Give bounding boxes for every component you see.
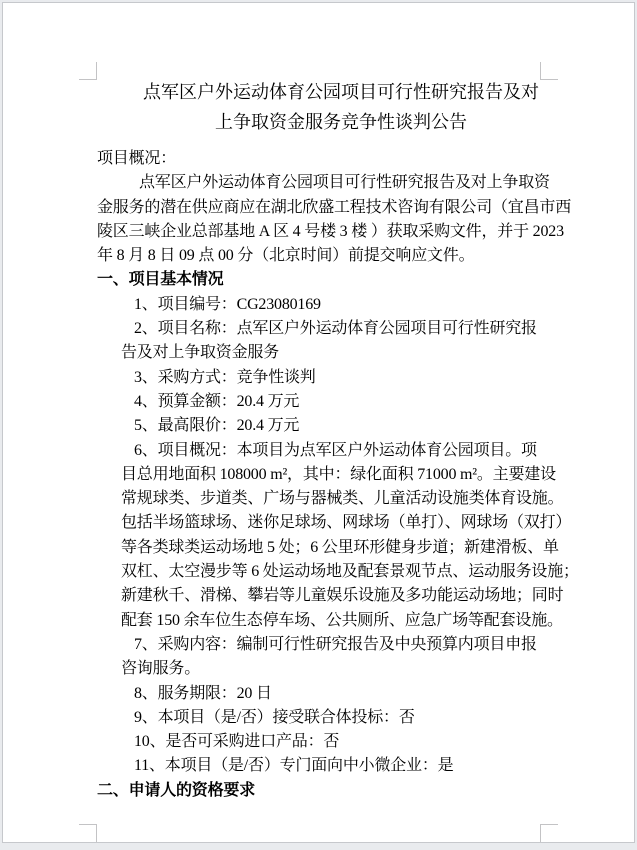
body-line: 1、项目编号：CG23080169 [134,295,321,313]
crop-mark-bottom-right [540,824,558,842]
body-line: 4、预算金额：20.4 万元 [134,392,300,410]
body-line: 6、项目概况：本项目为点军区户外运动体育公园项目。项 [134,441,537,459]
title-line: 点军区户外运动体育公园项目可行性研究报告及对 [143,82,539,102]
section-heading: 二、申请人的资格要求 [97,781,256,799]
body-line: 3、采购方式：竞争性谈判 [134,368,316,386]
body-line: 9、本项目（是/否）接受联合体投标：否 [134,708,415,726]
body-line: 项目概况： [97,150,177,167]
section-heading: 一、项目基本情况 [97,271,224,289]
body-line: 包括半场篮球场、迷你足球场、网球场（单打）、网球场（双打） [121,514,572,532]
body-line: 11、本项目（是/否）专门面向中小微企业：是 [134,757,454,775]
body-line: 告及对上争取资金服务 [121,344,280,362]
title-line: 上争取资金服务竞争性谈判公告 [215,112,467,132]
crop-mark-bottom-left [79,824,97,842]
body-line: 年 8 月 8 日 09 点 00 分（北京时间）前提交响应文件。 [97,247,475,265]
body-line: 新建秋千、滑梯、攀岩等儿童娱乐设施及多功能运动场地；同时 [121,587,564,605]
body-line: 配套 150 余车位生态停车场、公共厕所、应急广场等配套设施。 [121,611,563,629]
crop-mark-top-left [79,62,97,80]
body-line: 2、项目名称：点军区户外运动体育公园项目可行性研究报 [134,320,537,338]
body-line: 点军区户外运动体育公园项目可行性研究报告及对上争取资 [139,174,550,192]
body-line: 7、采购内容：编制可行性研究报告及中央预算内项目申报 [134,635,537,653]
body-line: 双杠、太空漫步等 6 处运动场地及配套景观节点、运动服务设施； [121,563,579,581]
document-body [97,147,579,803]
body-line: 8、服务期限：20 日 [134,684,272,702]
body-line: 5、最高限价：20.4 万元 [134,417,300,435]
crop-mark-top-right [540,62,558,80]
body-line: 常规球类、步道类、广场与器械类、儿童活动设施类体育设施。 [121,490,564,508]
body-line: 等各类球类运动场地 5 处；6 公里环形健身步道；新建滑板、单 [121,538,559,556]
document-page [2,2,635,843]
body-line: 目总用地面积 108000 m²，其中：绿化面积 71000 m²。主要建设 [121,465,556,483]
body-line: 金服务的潜在供应商应在湖北欣盛工程技术咨询有限公司（宜昌市西 [97,198,572,216]
body-line: 陵区三峡企业总部基地 A 区 4 号楼 3 楼 ）获取采购文件，并于 2023 [97,222,564,240]
body-line: 咨询服务。 [121,660,201,678]
document-title [97,77,540,137]
body-line: 10、是否可采购进口产品：否 [134,733,340,751]
